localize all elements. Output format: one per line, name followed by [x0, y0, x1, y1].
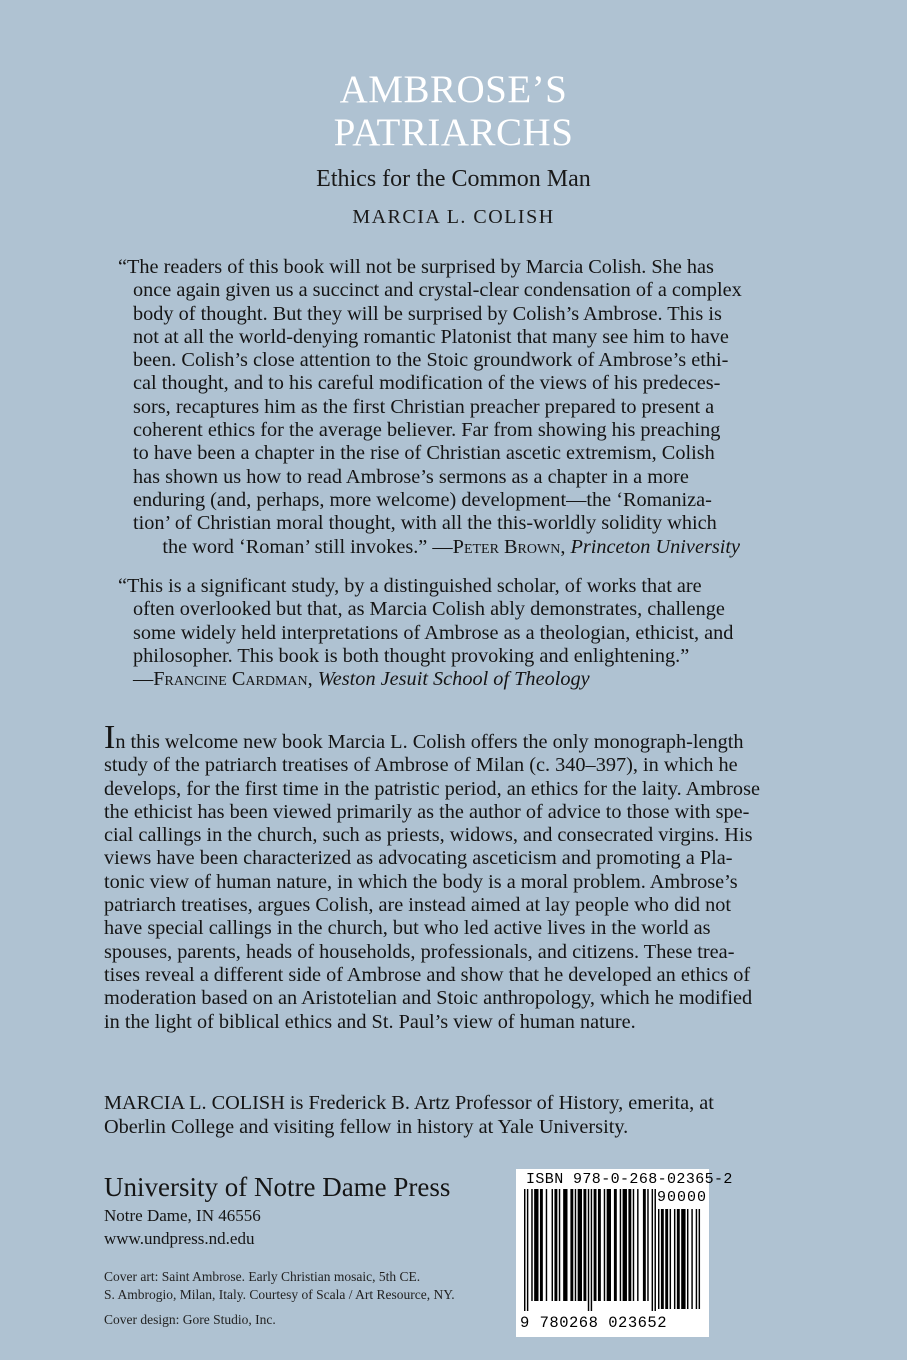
barcode-bar — [677, 1209, 680, 1309]
barcode-bar — [628, 1189, 631, 1301]
barcode-bar — [531, 1189, 532, 1301]
quote-line: body of thought. But they will be surprised by Colish’s Ambrose. This is — [133, 302, 722, 325]
isbn-label: ISBN 978-0-268-02365-2 — [526, 1171, 733, 1188]
barcode-bar — [604, 1189, 605, 1301]
description-line: the ethicist has been viewed primarily as the author of advice to those with spe- — [104, 800, 750, 823]
quote-last-line: the word ‘Roman’ still invokes.” — — [162, 535, 453, 558]
barcode-bar — [623, 1189, 627, 1301]
barcode-bar — [534, 1189, 538, 1301]
author-name: MARCIA L. COLISH — [352, 206, 555, 228]
description-line: study of the patriarch treatises of Ambrose of Milan (c. 340–397), in which he — [104, 754, 738, 777]
publisher-address: Notre Dame, IN 46556 — [104, 1206, 261, 1225]
barcode-bar — [637, 1189, 638, 1301]
barcode-bar — [665, 1209, 668, 1309]
attribution-dash: — — [133, 668, 154, 691]
quote-line: philosopher. This book is both thought provoking and enlightening.” — [133, 644, 690, 667]
ean-digits: 9 780268 023652 — [520, 1314, 668, 1332]
barcode-bar — [524, 1189, 525, 1311]
barcode-bar — [696, 1209, 697, 1309]
barcode-bar — [691, 1209, 692, 1309]
barcode-bar — [546, 1189, 547, 1301]
barcode-bar — [527, 1189, 528, 1311]
ean-barcode-bars — [524, 1189, 656, 1313]
book-subtitle: Ethics for the Common Man — [316, 166, 591, 192]
attribution-affiliation: Princeton University — [570, 535, 740, 558]
isbn-barcode — [516, 1169, 733, 1337]
quote-attribution: —Francine Cardman, Weston Jesuit School of Theology — [133, 668, 590, 691]
description-first-line — [104, 719, 804, 756]
book-description — [104, 719, 804, 1034]
barcode-bar — [661, 1209, 664, 1309]
bio-line: Oberlin College and visiting fellow in history at Yale University. — [104, 1116, 629, 1138]
publisher-url: www.undpress.nd.edu — [104, 1229, 255, 1248]
barcode-bar — [570, 1189, 573, 1301]
book-title-line-2: PATRIARCHS — [333, 111, 574, 154]
barcode-bar — [559, 1189, 560, 1301]
description-line: patriarch treatises, argues Colish, are instead aimed at lay people who did not — [104, 894, 732, 917]
description-line: cial callings in the church, such as priests, widows, and consecrated virgins. His — [104, 824, 753, 847]
barcode-bar — [670, 1209, 671, 1309]
barcode-bar — [699, 1209, 700, 1309]
barcode-bar — [583, 1189, 586, 1301]
attribution-affiliation: Weston Jesuit School of Theology — [317, 668, 590, 691]
addon-barcode-bars — [658, 1209, 706, 1313]
description-line: views have been characterized as advocating asceticism and promoting a Pla- — [104, 847, 733, 870]
barcode-bar — [674, 1209, 675, 1309]
quote-line: enduring (and, perhaps, more welcome) development—the ‘Romaniza- — [133, 488, 712, 511]
barcode-bar — [658, 1209, 659, 1309]
barcode-bar — [681, 1209, 685, 1309]
barcode-bar — [591, 1189, 592, 1311]
barcode-bar — [552, 1189, 553, 1301]
description-line: tonic view of human nature, in which the body is a moral problem. Ambrose’s — [104, 870, 738, 893]
description-line: have special callings in the church, but who led active lives in the world as — [104, 917, 711, 940]
first-line-text: n this welcome new book Marcia L. Colish offers the only monograph-length — [115, 731, 744, 753]
attribution-name: Peter Brown — [452, 535, 561, 558]
endorsement-quote-brown — [118, 256, 740, 559]
barcode-bar — [652, 1189, 653, 1311]
description-line: develops, for the first time in the patristic period, an ethics for the laity. Ambrose — [104, 777, 760, 800]
publisher-name: University of Notre Dame Press — [104, 1172, 451, 1202]
description-line: tises reveal a different side of Ambrose and show that he developed an ethics of — [104, 963, 751, 986]
barcode-bar — [594, 1189, 597, 1301]
barcode-bar — [620, 1189, 621, 1301]
barcode-bar — [540, 1189, 543, 1301]
quote-line: coherent ethics for the average believer. Far from showing his preaching — [133, 419, 721, 442]
barcode-bar — [655, 1189, 656, 1311]
drop-cap: I — [104, 719, 116, 756]
endorsement-quote-cardman — [118, 575, 740, 691]
barcode-bar — [607, 1189, 611, 1301]
quote-line: cal thought, and to his careful modification of the views of his predeces- — [133, 372, 721, 395]
barcode-bar — [647, 1189, 648, 1301]
book-title-line-1: AMBROSE’S — [339, 68, 568, 111]
quote-line: has shown us how to read Ambrose’s sermons as a chapter in a more — [133, 465, 689, 488]
quote-line: not at all the world-denying romantic Platonist that many see him to have — [133, 325, 729, 348]
quote-line: some widely held interpretations of Ambrose as a theologian, ethicist, and — [133, 621, 734, 644]
price-code: 90000 — [657, 1189, 708, 1206]
author-bio — [104, 1091, 804, 1139]
quote-line: to have been a chapter in the rise of Christian ascetic extremism, Colish — [133, 442, 715, 465]
cover-art-credit: Cover art: Saint Ambrose. Early Christian mosaic, 5th CE. — [104, 1269, 421, 1284]
cover-design-credit: Cover design: Gore Studio, Inc. — [104, 1312, 276, 1327]
barcode-bar — [643, 1189, 646, 1301]
barcode-bar — [598, 1189, 601, 1301]
barcode-bar — [554, 1189, 557, 1301]
quote-line: sors, recaptures him as the first Christian preacher prepared to present a — [133, 395, 715, 418]
cover-art-credit-cont: S. Ambrogio, Milan, Italy. Courtesy of Scala / Art Resource, NY. — [104, 1287, 455, 1302]
quote-line: tion’ of Christian moral thought, with all the this-worldly solidity which — [133, 512, 717, 535]
quote-line: been. Colish’s close attention to the Stoic groundwork of Ambrose’s ethi- — [133, 349, 729, 372]
attribution-name: Francine Cardman — [153, 668, 308, 691]
barcode-bar — [614, 1189, 617, 1301]
description-line: in the light of biblical ethics and St. Paul’s view of human nature. — [104, 1010, 636, 1033]
description-line: moderation based on an Aristotelian and Stoic anthropology, which he modified — [104, 987, 753, 1010]
quote-line: once again given us a succinct and crystal-clear condensation of a complex — [133, 279, 742, 302]
barcode-bar — [588, 1189, 589, 1311]
barcode-bar — [687, 1209, 688, 1309]
quote-attribution: the word ‘Roman’ still invokes.” —Peter Brown, Princeton University — [162, 535, 740, 558]
barcode-bar — [563, 1189, 567, 1301]
barcode-bar — [578, 1189, 582, 1301]
bio-line: MARCIA L. COLISH is Frederick B. Artz Professor of History, emerita, at — [104, 1092, 714, 1114]
quote-line: “The readers of this book will not be surprised by Marcia Colish. She has — [118, 256, 714, 278]
barcode-bar — [575, 1189, 576, 1301]
quote-line: often overlooked but that, as Marcia Colish ably demonstrates, challenge — [133, 598, 725, 621]
barcode-bar — [633, 1189, 634, 1301]
description-line: spouses, parents, heads of households, professionals, and citizens. These trea- — [104, 940, 735, 963]
quote-line: “This is a significant study, by a distinguished scholar, of works that are — [118, 575, 702, 597]
